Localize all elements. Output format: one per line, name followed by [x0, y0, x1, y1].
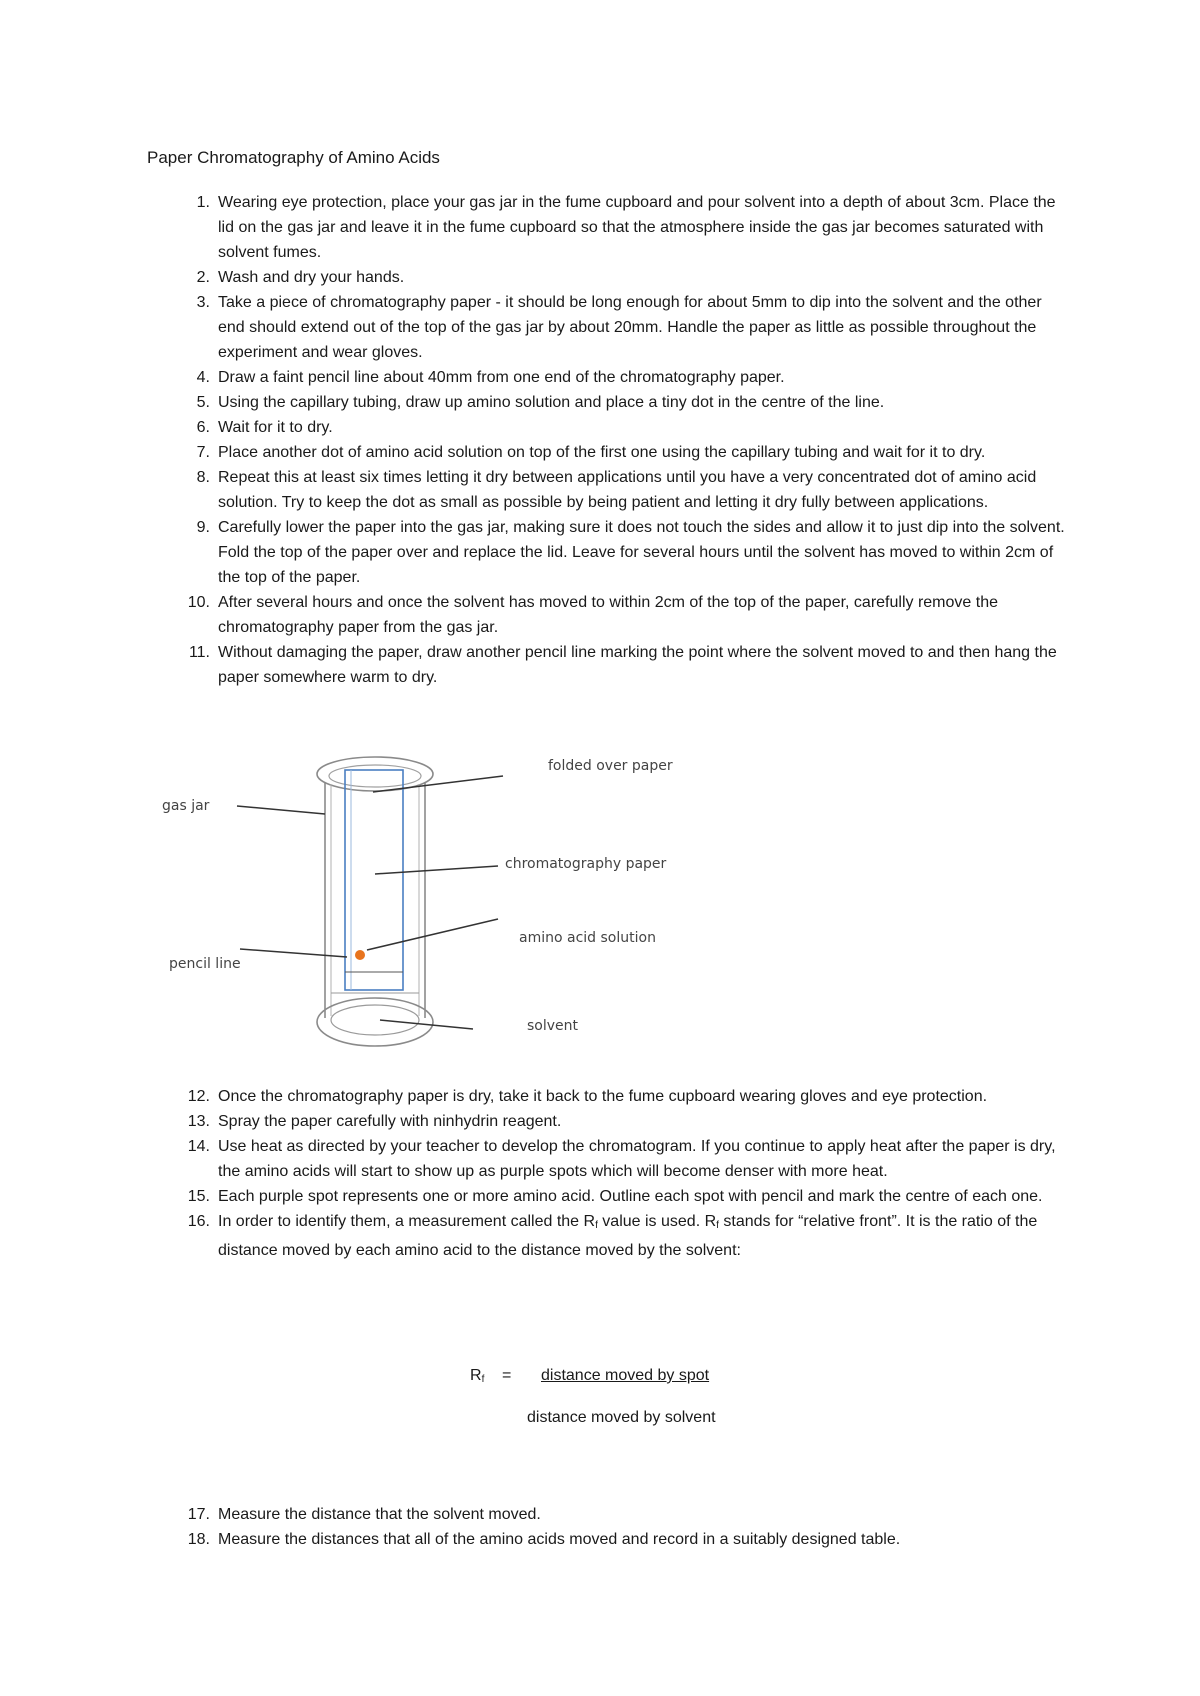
steps-list-part-1 [187, 190, 1068, 690]
step-text: Place another dot of amino acid solution on top of the first one using the capillary tubing and wait for it to dry. [218, 444, 986, 461]
step-number: 1. [196, 194, 210, 211]
step-text: Wearing eye protection, place your gas jar in the fume cupboard and pour solvent into a depth of about 3cm. Place the lid on the gas jar and leave it in the fume cupboard so that the atmosphere inside the gas jar becomes saturated with solvent fumes. [218, 194, 1056, 261]
step-item [187, 1184, 1068, 1209]
label-chromatography-paper: chromatography paper [505, 856, 667, 872]
step-text-part: In order to identify them, a measurement called the R [218, 1213, 596, 1230]
amino-acid-dot [355, 950, 365, 960]
chromatography-paper-strip [345, 770, 403, 990]
step-text: Without damaging the paper, draw another pencil line marking the point where the solvent moved to and then hang the paper somewhere warm to dry. [218, 644, 1057, 686]
step-item [196, 390, 1068, 415]
label-solvent: solvent [527, 1018, 579, 1034]
step-item [196, 415, 1068, 440]
step-text: After several hours and once the solvent has moved to within 2cm of the top of the paper, carefully remove the chromatography paper from the gas jar. [218, 594, 998, 636]
step-number: 15. [187, 1188, 210, 1205]
step-text: Each purple spot represents one or more amino acid. Outline each spot with pencil and mark the centre of each one. [218, 1188, 1043, 1205]
step-item [196, 290, 1068, 365]
step-text: Spray the paper carefully with ninhydrin reagent. [218, 1113, 562, 1130]
formula-denominator: distance moved by solvent [527, 1409, 716, 1426]
leader-gas-jar [237, 806, 325, 814]
step-item [196, 365, 1068, 390]
step-text: Carefully lower the paper into the gas jar, making sure it does not touch the sides and allow it to just dip into the solvent. Fold the top of the paper over and replace the lid. Leave for several hours until the solvent has moved to within 2cm of the top of the paper. [218, 519, 1065, 586]
step-number: 9. [196, 519, 210, 536]
step-item [196, 515, 1068, 590]
step-item [187, 1502, 1068, 1527]
leader-chromatography-paper [375, 866, 498, 874]
step-text: Draw a faint pencil line about 40mm from one end of the chromatography paper. [218, 369, 785, 386]
step-text: Measure the distance that the solvent moved. [218, 1506, 541, 1523]
step-text: Take a piece of chromatography paper - it should be long enough for about 5mm to dip into the solvent and the other end should extend out of the top of the gas jar by about 20mm. Handle the paper as little as possible throughout the experiment and wear gloves. [218, 294, 1042, 361]
jar-lid-rim [317, 757, 433, 791]
formula-symbol: $R_f$ [470, 1367, 485, 1385]
step-text-part: value is used. R [597, 1213, 717, 1230]
jar-base-inner [331, 1005, 419, 1035]
label-pencil-line: pencil line [169, 956, 241, 972]
step-item [188, 640, 1068, 690]
step-item [187, 590, 1068, 640]
steps-list-part-2 [187, 1084, 1068, 1263]
step-item [187, 1527, 1068, 1552]
step-item [187, 1109, 1068, 1134]
step-number: 16. [187, 1213, 210, 1230]
steps-list-part-3 [187, 1502, 1068, 1552]
subscript-f: f [595, 1220, 598, 1231]
step-number: 7. [196, 444, 210, 461]
step-text: Wash and dry your hands. [218, 269, 405, 286]
step-text: Using the capillary tubing, draw up amino solution and place a tiny dot in the centre of the line. [218, 394, 885, 411]
leader-folded-over-paper [373, 776, 503, 792]
page-title: Paper Chromatography of Amino Acids [147, 148, 440, 167]
step-number: 5. [196, 394, 210, 411]
step-text: Repeat this at least six times letting it dry between applications until you have a very concentrated dot of amino acid solution. Try to keep the dot as small as possible by being patient and letting it dry fully between applications. [218, 469, 1037, 511]
step-number: 18. [187, 1531, 210, 1548]
subscript-f: f [716, 1220, 719, 1231]
formula-equals: = [502, 1367, 512, 1384]
step-text-part: stands for “relative front”. It is the ratio of the distance moved by each amino acid to the distance moved by the solvent: [218, 1213, 1038, 1259]
leader-amino-acid-solution [367, 919, 498, 950]
step-item [196, 265, 1068, 290]
step-number: 10. [187, 594, 210, 611]
step-item [196, 440, 1068, 465]
step-number: 3. [196, 294, 210, 311]
step-item [196, 190, 1068, 265]
step-number: 4. [196, 369, 210, 386]
step-text: Once the chromatography paper is dry, take it back to the fume cupboard wearing gloves and eye protection. [218, 1088, 988, 1105]
step-number: 12. [187, 1088, 210, 1105]
label-folded-over-paper: folded over paper [548, 758, 673, 774]
step-number: 2. [196, 269, 210, 286]
step-number: 8. [196, 469, 210, 486]
step-number: 6. [196, 419, 210, 436]
step-number: 13. [187, 1113, 210, 1130]
step-text: Measure the distances that all of the amino acids moved and record in a suitably designed table. [218, 1531, 901, 1548]
step-item [187, 1134, 1068, 1184]
step-number: 14. [187, 1138, 210, 1155]
step-item [187, 1084, 1068, 1109]
chromatography-diagram [155, 748, 675, 1060]
gas-jar-illustration [155, 748, 675, 1060]
label-amino-acid-solution: amino acid solution [519, 930, 656, 946]
step-number: 11. [188, 644, 210, 661]
leader-solvent [380, 1020, 473, 1029]
jar-lid-inner [329, 765, 421, 787]
formula-numerator: distance moved by spot [541, 1367, 710, 1384]
step-item [196, 465, 1068, 515]
label-gas-jar: gas jar [162, 798, 210, 814]
step-text: Use heat as directed by your teacher to develop the chromatogram. If you continue to apply heat after the paper is dry, the amino acids will start to show up as purple spots which will become denser with more heat. [218, 1138, 1056, 1180]
step-text: Wait for it to dry. [218, 419, 333, 436]
step-item-rf-definition [187, 1209, 1068, 1263]
step-number: 17. [187, 1506, 210, 1523]
